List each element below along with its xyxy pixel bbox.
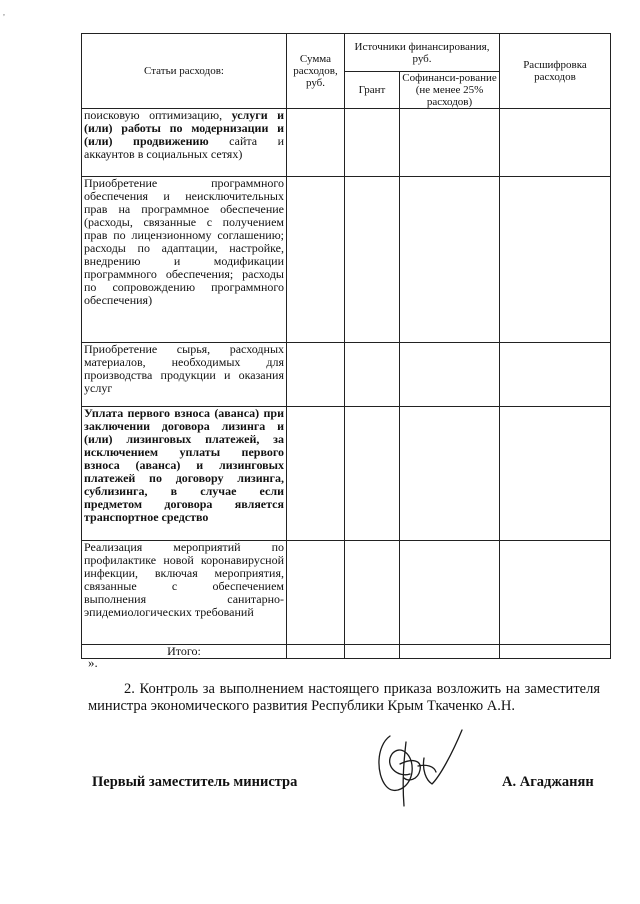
header-articles: Статьи расходов: — [82, 34, 287, 109]
cell-grant — [345, 407, 400, 541]
cell-grant — [345, 541, 400, 645]
cell-sum — [287, 177, 345, 343]
signer-title: Первый заместитель министра — [92, 774, 298, 790]
row-article: Приобретение сырья, расходных материалов, необходимых для производства продукции и оказания услуг — [82, 343, 287, 407]
row-article — [82, 109, 287, 177]
header-sum: Сумма расходов, руб. — [287, 34, 345, 109]
cell-sum — [287, 541, 345, 645]
cell-breakdown — [500, 645, 611, 659]
row-article: Уплата первого взноса (аванса) при заключении договора лизинга и (или) лизинговых платежей, за исключением уплаты первого взноса (аванса) и лизинговых платежей по договору лизинга, сублизинга, в случае если предметом договора является транспортное средство — [82, 407, 287, 541]
row-article: Приобретение программного обеспечения и неисключительных прав на программное обеспечение (расходы, связанные с получением прав по лицензионному соглашению; расходы по адаптации, настройке, внедрению и модификации программного обеспечения; расходы по сопровождению программного обеспечения) — [82, 177, 287, 343]
row-article: Реализация мероприятий по профилактике новой коронавирусной инфекции, включая мероприятия, связанные с обеспечением выполнения санитарно-эпидемиологических требований — [82, 541, 287, 645]
row-text-bold: услуги и (или) работы по модернизации и (или) продвижению — [84, 108, 285, 148]
table-row — [82, 177, 611, 343]
cell-cofinancing — [400, 343, 500, 407]
cell-breakdown — [500, 109, 611, 177]
cell-grant — [345, 109, 400, 177]
cell-cofinancing — [400, 177, 500, 343]
cell-sum — [287, 109, 345, 177]
handwritten-signature — [370, 724, 480, 810]
table-row — [82, 343, 611, 407]
row-text: поисковую оптимизацию, — [84, 108, 232, 122]
cell-cofinancing — [400, 645, 500, 659]
cell-sum — [287, 645, 345, 659]
header-sources: Источники финансирования, руб. — [345, 34, 500, 72]
header-cofinancing: Софинанси-рование (не менее 25% расходов) — [400, 72, 500, 109]
corner-mark: , — [3, 8, 5, 17]
paragraph-text: 2. Контроль за выполнением настоящего приказа возложить на заместителя министра экономического развития Республики Крым Ткаченко А.Н. — [88, 681, 600, 714]
cell-grant — [345, 645, 400, 659]
total-row — [82, 645, 611, 659]
cell-sum — [287, 343, 345, 407]
cell-cofinancing — [400, 541, 500, 645]
table-row — [82, 109, 611, 177]
cell-breakdown — [500, 177, 611, 343]
cell-breakdown — [500, 343, 611, 407]
cell-cofinancing — [400, 407, 500, 541]
quote-close: ». — [88, 655, 98, 670]
cell-grant — [345, 343, 400, 407]
cell-breakdown — [500, 541, 611, 645]
header-grant: Грант — [345, 72, 400, 109]
row-text: сайта и аккаунтов в социальных сетях) — [84, 134, 284, 161]
cell-cofinancing — [400, 109, 500, 177]
table-row — [82, 541, 611, 645]
signer-name: А. Агаджанян — [502, 774, 594, 790]
paragraph-item-2 — [88, 681, 600, 715]
total-label: Итого: — [82, 645, 287, 659]
table-row — [82, 407, 611, 541]
cell-grant — [345, 177, 400, 343]
expense-table — [81, 33, 611, 659]
header-breakdown: Расшифровка расходов — [500, 34, 611, 109]
cell-breakdown — [500, 407, 611, 541]
cell-sum — [287, 407, 345, 541]
